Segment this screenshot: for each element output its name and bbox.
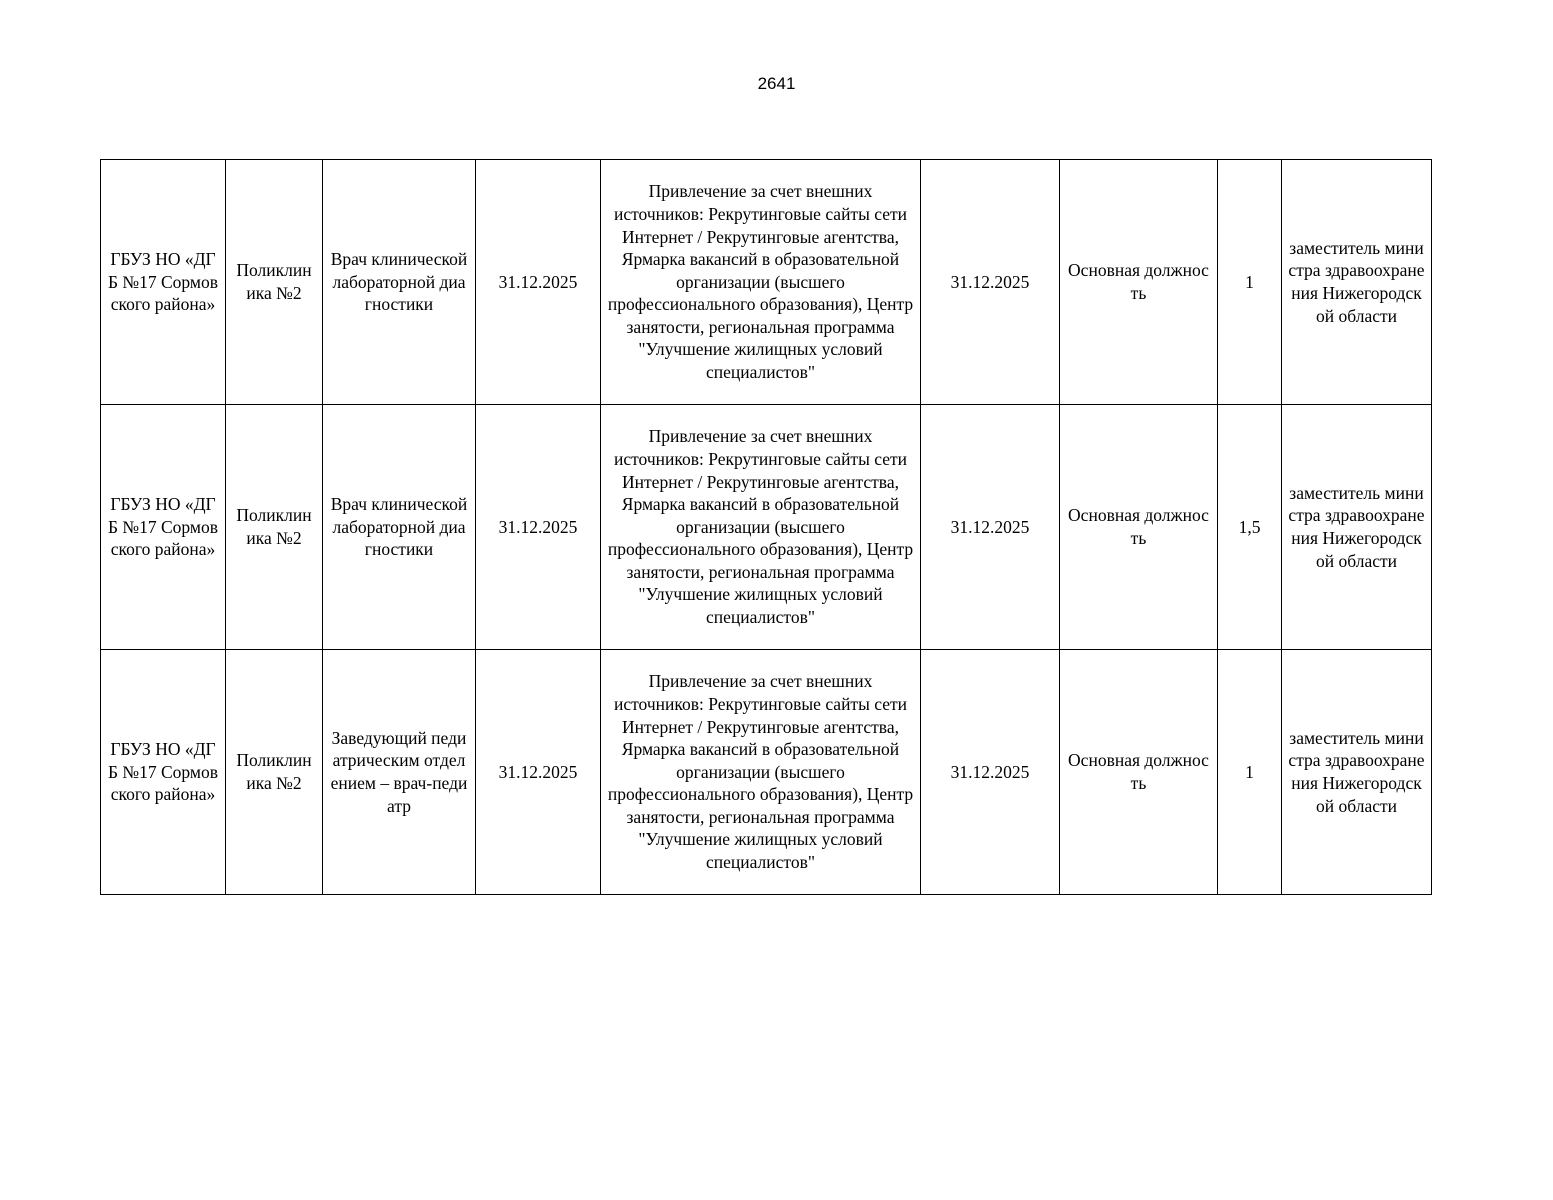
- department-cell: Поликлиника №2: [226, 405, 323, 650]
- rate-cell: 1: [1218, 160, 1282, 405]
- date-start-cell: 31.12.2025: [476, 160, 601, 405]
- vacancy-table: [100, 159, 1432, 895]
- date-end-cell: 31.12.2025: [921, 405, 1060, 650]
- employment-type-cell: Основная должность: [1060, 160, 1218, 405]
- rate-cell: 1,5: [1218, 405, 1282, 650]
- date-end-cell: 31.12.2025: [921, 650, 1060, 895]
- organization-cell: ГБУЗ НО «ДГБ №17 Сормовского района»: [101, 405, 226, 650]
- position-cell: Заведующий педиатрическим отделением – врач-педиатр: [323, 650, 476, 895]
- method-cell: Привлечение за счет внешних источников: Рекрутинговые сайты сети Интернет / Рекрутинговые агентства, Ярмарка вакансий в образовательной организации (высшего профессионального образования), Центр занятости, региональная программа "Улучшение жилищных условий специалистов": [601, 160, 921, 405]
- employment-type-cell: Основная должность: [1060, 650, 1218, 895]
- organization-cell: ГБУЗ НО «ДГБ №17 Сормовского района»: [101, 650, 226, 895]
- date-start-cell: 31.12.2025: [476, 650, 601, 895]
- page-number: 2641: [757, 74, 796, 93]
- table-row: [101, 650, 1432, 895]
- date-start-cell: 31.12.2025: [476, 405, 601, 650]
- organization-cell: ГБУЗ НО «ДГБ №17 Сормовского района»: [101, 160, 226, 405]
- department-cell: Поликлиника №2: [226, 160, 323, 405]
- table-row: [101, 160, 1432, 405]
- position-cell: Врач клинической лабораторной диагностики: [323, 160, 476, 405]
- department-cell: Поликлиника №2: [226, 650, 323, 895]
- method-cell: Привлечение за счет внешних источников: Рекрутинговые сайты сети Интернет / Рекрутинговые агентства, Ярмарка вакансий в образовательной организации (высшего профессионального образования), Центр занятости, региональная программа "Улучшение жилищных условий специалистов": [601, 405, 921, 650]
- responsible-cell: заместитель министра здравоохранения Нижегородской области: [1282, 405, 1432, 650]
- date-end-cell: 31.12.2025: [921, 160, 1060, 405]
- employment-type-cell: Основная должность: [1060, 405, 1218, 650]
- table-row: [101, 405, 1432, 650]
- responsible-cell: заместитель министра здравоохранения Нижегородской области: [1282, 650, 1432, 895]
- method-cell: Привлечение за счет внешних источников: Рекрутинговые сайты сети Интернет / Рекрутинговые агентства, Ярмарка вакансий в образовательной организации (высшего профессионального образования), Центр занятости, региональная программа "Улучшение жилищных условий специалистов": [601, 650, 921, 895]
- position-cell: Врач клинической лабораторной диагностики: [323, 405, 476, 650]
- rate-cell: 1: [1218, 650, 1282, 895]
- responsible-cell: заместитель министра здравоохранения Нижегородской области: [1282, 160, 1432, 405]
